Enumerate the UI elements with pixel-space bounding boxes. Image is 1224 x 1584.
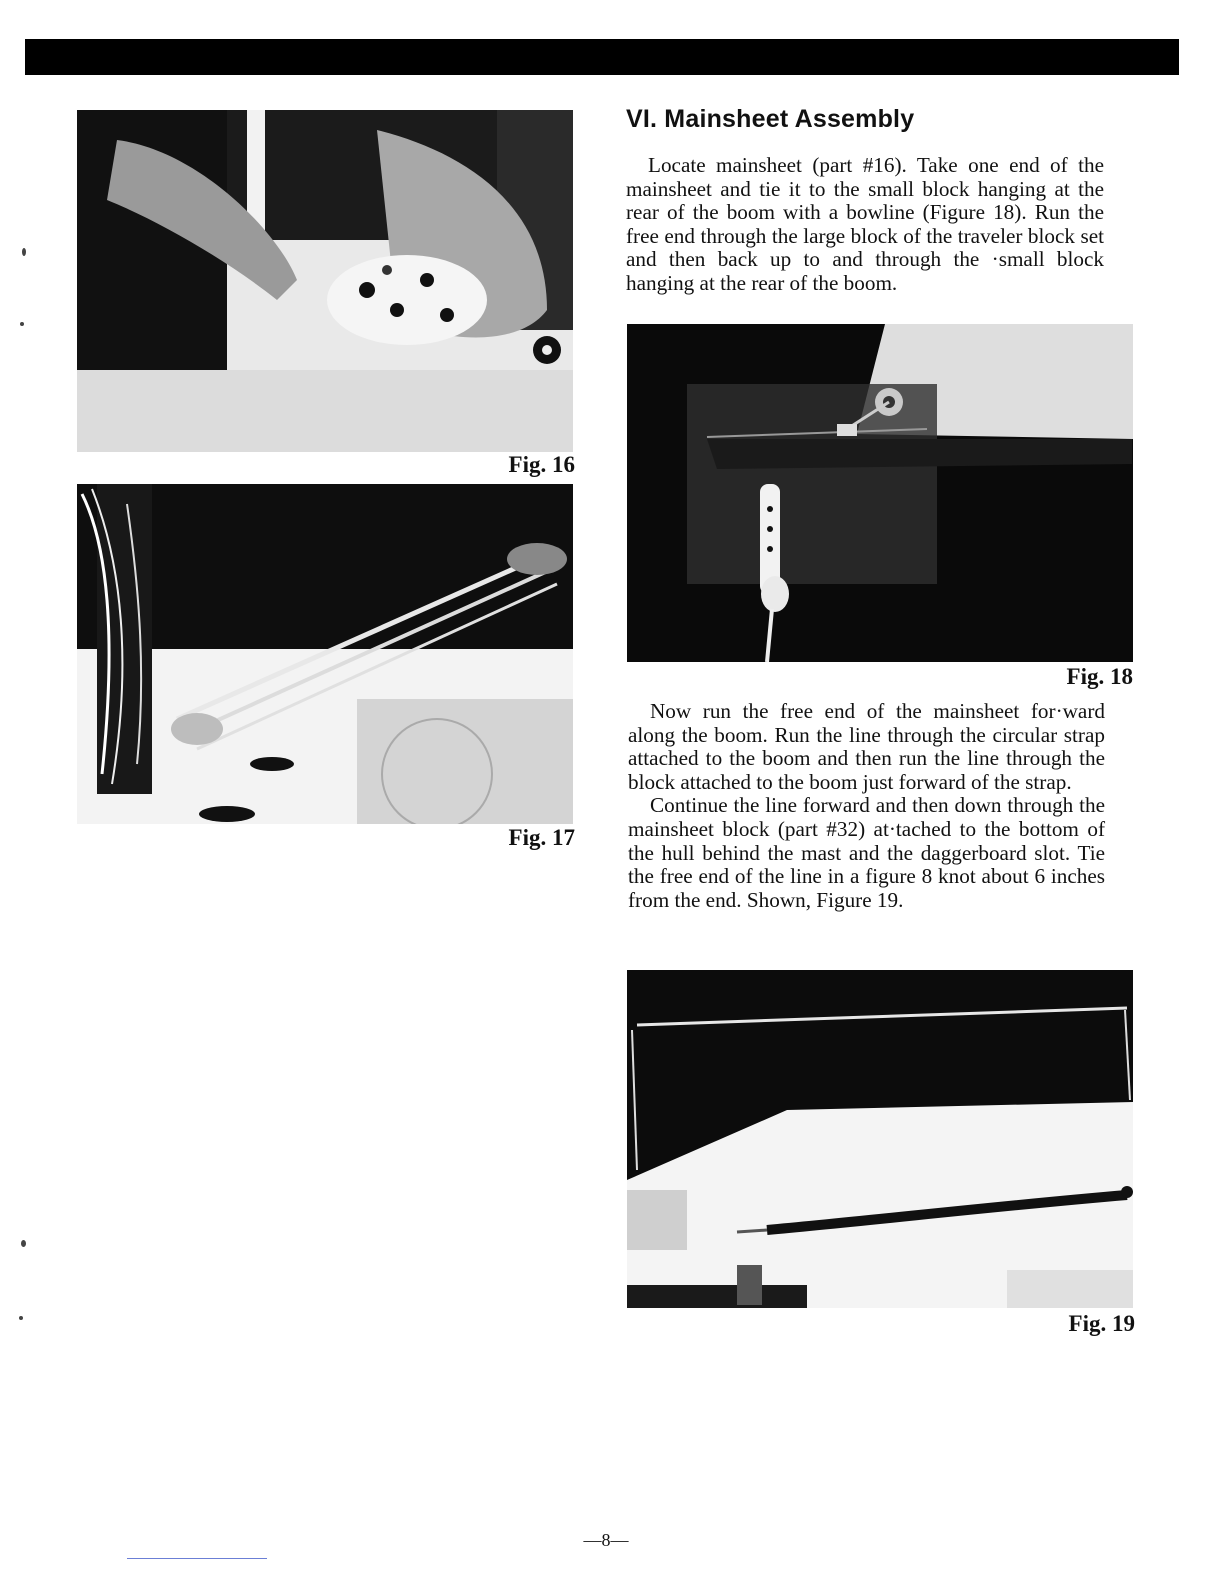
- header-bar: [25, 39, 1179, 75]
- figure-16-caption: Fig. 16: [508, 452, 575, 477]
- figure-18-caption: Fig. 18: [1066, 664, 1133, 689]
- section-heading: VI. Mainsheet Assembly: [626, 105, 915, 133]
- scan-speck: [22, 248, 26, 256]
- paragraph-2-text: Now run the free end of the mainsheet for·ward along the boom. Run the line through the circular strap attached to the boom and then run the line through the block attached to the boom just forward of the strap.: [628, 699, 1105, 794]
- scan-speck: [20, 322, 24, 326]
- paragraph-1-text: Locate mainsheet (part #16). Take one end of the mainsheet and tie it to the small block hanging at the rear of the boom with a bowline (Figure 18). Run the free end through the large block of the traveler block set and then back up to and through the ·small block hanging at the rear of the boom.: [626, 153, 1104, 295]
- figure-17-caption: Fig. 17: [508, 825, 575, 850]
- figure-19-photo: [627, 970, 1133, 1308]
- scan-speck: [19, 1316, 23, 1320]
- page-number: —8—: [583, 1530, 629, 1550]
- scan-speck: [21, 1240, 26, 1247]
- figure-17-photo: [77, 484, 573, 824]
- paragraphs-2-3: [628, 700, 1105, 912]
- figure-16-photo: [77, 110, 573, 452]
- paragraph-3-text: Continue the line forward and then down through the mainsheet block (part #32) at·tached to the bottom of the hull behind the mast and the daggerboard slot. Tie the free end of the line in a figure 8 knot about 6 inches from the end. Shown, Figure 19.: [628, 793, 1105, 912]
- figure-19-caption: Fig. 19: [1068, 1311, 1135, 1336]
- paragraph-1: [626, 154, 1104, 296]
- figure-18-photo: [627, 324, 1133, 662]
- footer-rule: [127, 1558, 267, 1559]
